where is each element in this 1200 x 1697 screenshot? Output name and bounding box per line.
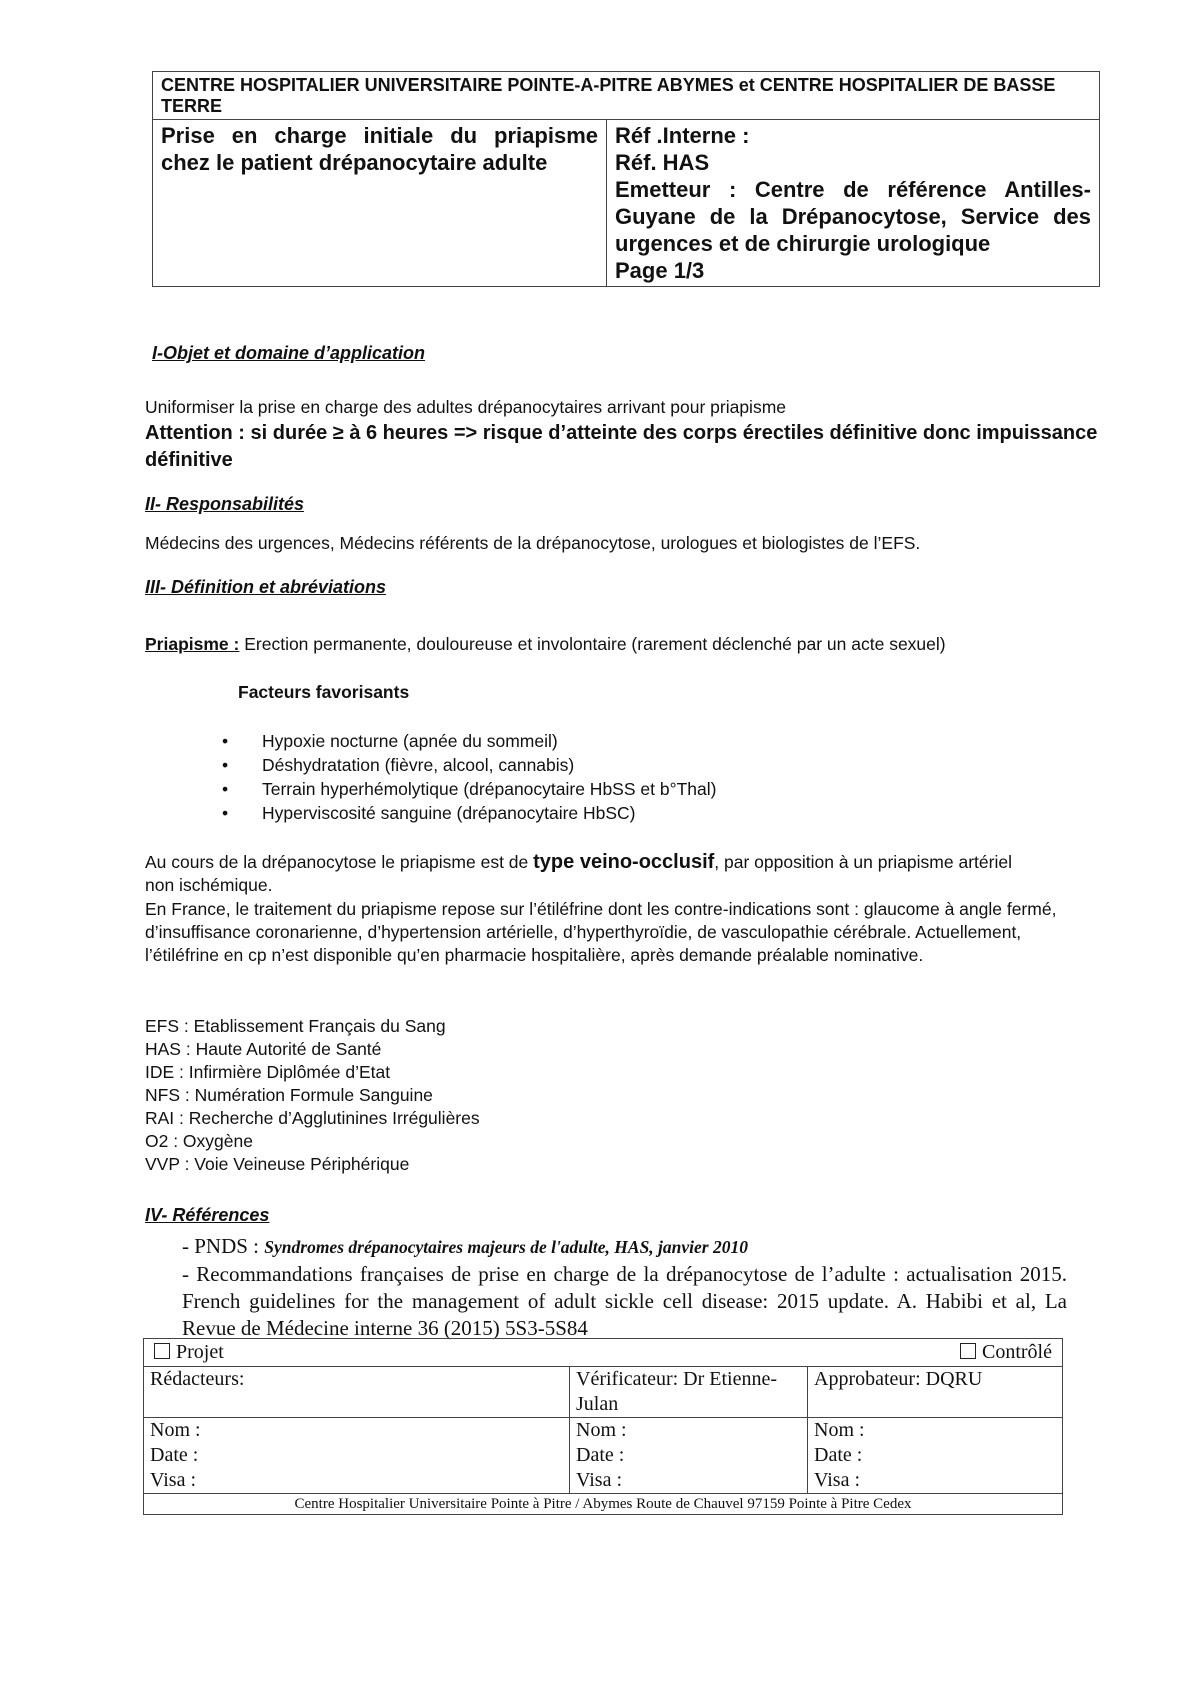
section-2-text: Médecins des urgences, Médecins référents de la drépanocytose, urologues et biologistes de l’EFS.	[145, 533, 921, 553]
status-row	[144, 1339, 1063, 1367]
approbateur-signature: Nom : Date : Visa :	[808, 1418, 1063, 1494]
facteurs-title: Facteurs favorisants	[238, 682, 410, 702]
verificateur-cell: Vérificateur: Dr Etienne-Julan	[570, 1367, 808, 1418]
section-4-heading: IV- Références	[145, 1205, 270, 1225]
type-veino-occlusif: type veino-occlusif	[533, 851, 715, 873]
page-number: Page 1/3	[615, 258, 705, 283]
attention-warning: Attention : si durée ≥ à 6 heures => risque d’atteinte des corps érectiles définitive donc impuissance définitive	[145, 422, 1098, 471]
list-item: • Terrain hyperhémolytique (drépanocytaire HbSS et b°Thal)	[222, 779, 717, 799]
bullet-icon: •	[222, 803, 229, 823]
section-1-heading: I-Objet et domaine d’application	[152, 343, 426, 363]
checkbox-icon	[154, 1343, 170, 1359]
list-item: HAS : Haute Autorité de Santé	[145, 1039, 382, 1059]
priapisme-definition	[145, 633, 1045, 656]
redacteurs-cell: Rédacteurs:	[144, 1367, 570, 1418]
reference-2: - Recommandations françaises de prise en charge de la drépanocytose de l’adulte : actualisation 2015. French guidelines for the management of adult sickle cell disease: 2015 update. A. Habibi et al, La Revue de Médecine interne 36 (2015) 5S3-5S84	[182, 1262, 1067, 1340]
reference-cell	[607, 120, 1100, 287]
list-item: EFS : Etablissement Français du Sang	[145, 1016, 446, 1036]
ref-interne: Réf .Interne :	[615, 123, 750, 148]
list-item: RAI : Recherche d’Agglutinines Irrégulières	[145, 1108, 480, 1128]
validation-table	[143, 1338, 1063, 1515]
redacteurs-signature: Nom : Date : Visa :	[144, 1418, 570, 1494]
bullet-icon: •	[222, 755, 229, 775]
controle-checkbox[interactable]: Contrôlé	[960, 1340, 1052, 1365]
section-3-heading: III- Définition et abréviations	[145, 577, 387, 597]
priapisme-text: Erection permanente, douloureuse et involontaire (rarement déclenché par un acte sexuel)	[239, 634, 946, 654]
checkbox-icon	[960, 1343, 976, 1359]
ref-has: Réf. HAS	[615, 150, 710, 175]
list-item: • Déshydratation (fièvre, alcool, cannabis)	[222, 755, 575, 775]
list-item: VVP : Voie Veineuse Périphérique	[145, 1154, 410, 1174]
organization-name: CENTRE HOSPITALIER UNIVERSITAIRE POINTE-A-PITRE ABYMES et CENTRE HOSPITALIER DE BASSE TERRE	[153, 72, 1100, 120]
list-item: O2 : Oxygène	[145, 1131, 253, 1151]
list-item: IDE : Infirmière Diplômée d’Etat	[145, 1062, 391, 1082]
verificateur-signature: Nom : Date : Visa :	[570, 1418, 808, 1494]
list-item: NFS : Numération Formule Sanguine	[145, 1085, 433, 1105]
reference-1: - PNDS : Syndromes drépanocytaires majeurs de l'adulte, HAS, janvier 2010	[182, 1234, 748, 1258]
priapisme-label: Priapisme :	[145, 634, 240, 654]
list-item: • Hyperviscosité sanguine (drépanocytaire HbSC)	[222, 803, 636, 823]
section-1-text: Uniformiser la prise en charge des adultes drépanocytaires arrivant pour priapisme	[145, 397, 787, 417]
treatment-paragraph: En France, le traitement du priapisme repose sur l’étiléfrine dont les contre-indications sont : glaucome à angle fermé, d’insuffisance coronarienne, d’hypertension artérielle, d’hyperthyroïdie, de vasculopathie cérébrale. Actuellement, l’étiléfrine en cp n’est disponible qu’en pharmacie hospitalière, après demande préalable nominative.	[145, 899, 1057, 965]
emetteur: Emetteur : Centre de référence Antilles-Guyane de la Drépanocytose, Service des urgences et de chirurgie urologique	[615, 177, 1091, 256]
section-2-heading: II- Responsabilités	[145, 494, 305, 514]
abbreviations-list	[145, 1015, 480, 1176]
list-item: • Hypoxie nocturne (apnée du sommeil)	[222, 731, 558, 751]
header-table	[152, 71, 1100, 287]
bullet-icon: •	[222, 779, 229, 799]
facteurs-list	[152, 729, 1052, 825]
bullet-icon: •	[222, 731, 229, 751]
veino-occlusif-paragraph: Au cours de la drépanocytose le priapisme est de type veino-occlusif, par opposition à un priapisme artériel non ischémique.	[145, 851, 1012, 895]
projet-checkbox[interactable]: Projet	[154, 1341, 224, 1363]
document-title: Prise en charge initiale du priapisme chez le patient drépanocytaire adulte	[153, 120, 607, 287]
address-footer: Centre Hospitalier Universitaire Pointe à Pitre / Abymes Route de Chauvel 97159 Pointe à Pitre Cedex	[144, 1494, 1063, 1515]
reference-1-title: Syndromes drépanocytaires majeurs de l'adulte, HAS, janvier 2010	[264, 1237, 748, 1257]
approbateur-cell: Approbateur: DQRU	[808, 1367, 1063, 1418]
